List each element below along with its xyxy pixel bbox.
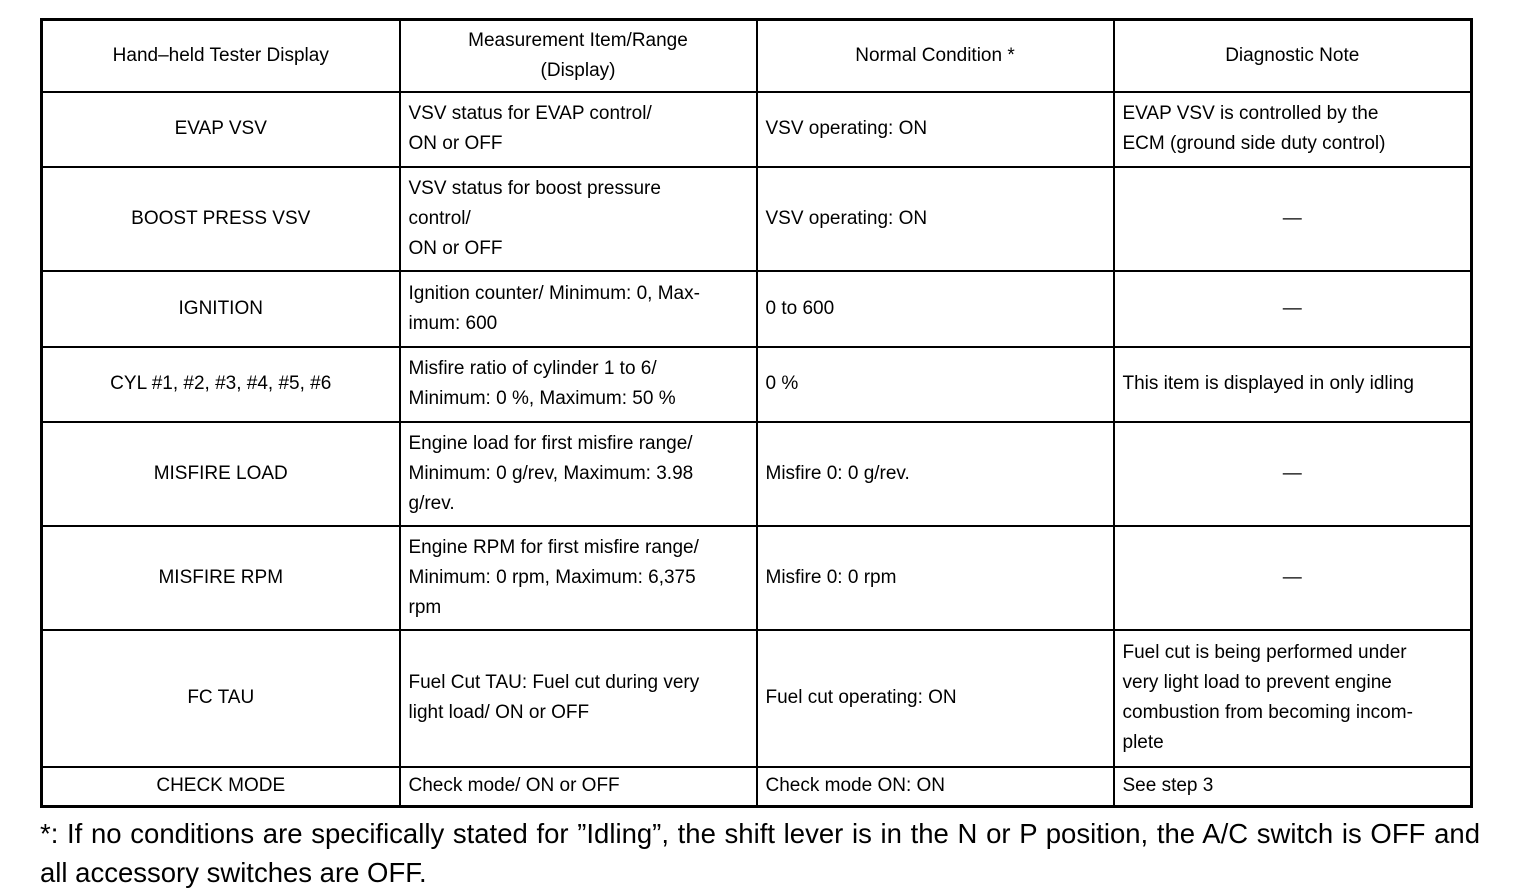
normal-condition-cell: 0 to 600: [757, 271, 1114, 347]
diagnostic-note-cell: —: [1114, 167, 1472, 271]
display-cell: IGNITION: [42, 271, 400, 347]
display-cell: CHECK MODE: [42, 767, 400, 807]
diagnostic-note-cell: —: [1114, 422, 1472, 526]
column-header-normal-condition: Normal Condition *: [757, 20, 1114, 92]
diagnostic-note-cell: Fuel cut is being performed under very light load to prevent engine combustion from becoming incom- plete: [1114, 630, 1472, 767]
table-row: [42, 347, 1472, 422]
column-header-diagnostic-note: Diagnostic Note: [1114, 20, 1472, 92]
normal-condition-cell: Misfire 0: 0 rpm: [757, 526, 1114, 630]
footnote: *: If no conditions are specifically stated for ”Idling”, the shift lever is in the N or P position, the A/C switch is OFF and all accessory switches are OFF.: [40, 818, 1480, 888]
display-cell: MISFIRE RPM: [42, 526, 400, 630]
display-cell: FC TAU: [42, 630, 400, 767]
display-cell: CYL #1, #2, #3, #4, #5, #6: [42, 347, 400, 422]
measurement-cell: Misfire ratio of cylinder 1 to 6/ Minimum: 0 %, Maximum: 50 %: [400, 347, 757, 422]
table-row: [42, 526, 1472, 630]
diagnostic-note-cell: EVAP VSV is controlled by the ECM (ground side duty control): [1114, 92, 1472, 167]
measurement-cell: Check mode/ ON or OFF: [400, 767, 757, 807]
table-row: [42, 767, 1472, 807]
measurement-cell: Fuel Cut TAU: Fuel cut during very light load/ ON or OFF: [400, 630, 757, 767]
table-row: [42, 422, 1472, 526]
measurement-cell: VSV status for EVAP control/ ON or OFF: [400, 92, 757, 167]
display-cell: MISFIRE LOAD: [42, 422, 400, 526]
table-row: [42, 271, 1472, 347]
measurement-cell: Engine load for first misfire range/ Minimum: 0 g/rev, Maximum: 3.98 g/rev.: [400, 422, 757, 526]
table-row: [42, 92, 1472, 167]
data-list-table: [40, 18, 1473, 808]
diagnostic-note-cell: See step 3: [1114, 767, 1472, 807]
diagnostic-note-cell: —: [1114, 271, 1472, 347]
normal-condition-cell: Check mode ON: ON: [757, 767, 1114, 807]
normal-condition-cell: Misfire 0: 0 g/rev.: [757, 422, 1114, 526]
measurement-cell: VSV status for boost pressure control/ ON or OFF: [400, 167, 757, 271]
normal-condition-cell: Fuel cut operating: ON: [757, 630, 1114, 767]
display-cell: BOOST PRESS VSV: [42, 167, 400, 271]
normal-condition-cell: VSV operating: ON: [757, 92, 1114, 167]
display-cell: EVAP VSV: [42, 92, 400, 167]
table-header-row: [42, 20, 1472, 92]
measurement-cell: Engine RPM for first misfire range/ Minimum: 0 rpm, Maximum: 6,375 rpm: [400, 526, 757, 630]
diagnostic-note-cell: This item is displayed in only idling: [1114, 347, 1472, 422]
normal-condition-cell: 0 %: [757, 347, 1114, 422]
column-header-display: Hand–held Tester Display: [42, 20, 400, 92]
measurement-cell: Ignition counter/ Minimum: 0, Max- imum: 600: [400, 271, 757, 347]
table-row: [42, 630, 1472, 767]
table-row: [42, 167, 1472, 271]
diagnostic-note-cell: —: [1114, 526, 1472, 630]
normal-condition-cell: VSV operating: ON: [757, 167, 1114, 271]
column-header-measurement: Measurement Item/Range (Display): [400, 20, 757, 92]
